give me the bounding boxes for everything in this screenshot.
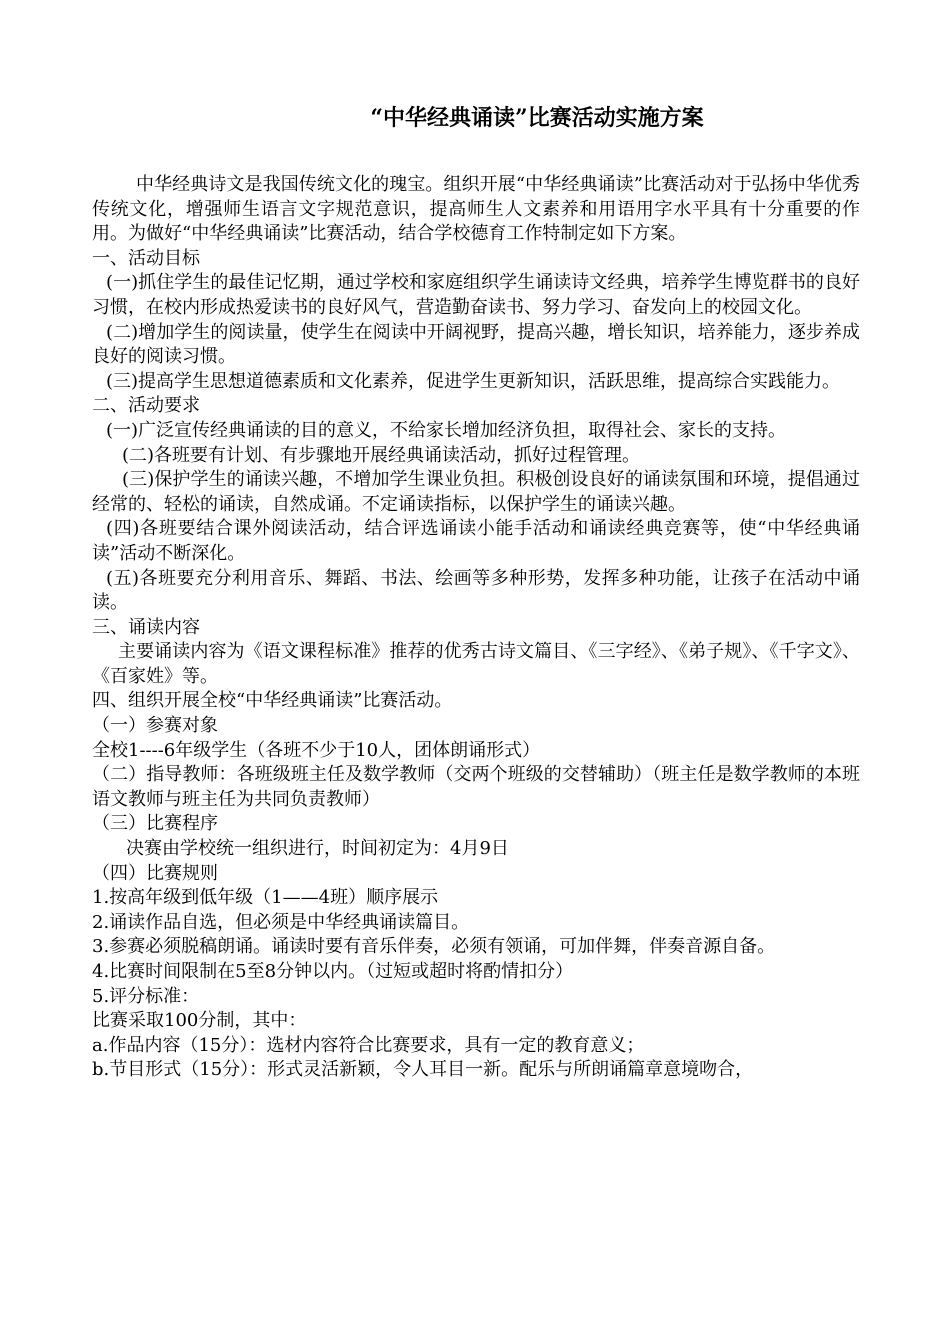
participants-text: 全校1----6年级学生（各班不少于10人，团体朗诵形式）: [92, 739, 541, 761]
rule-4: 4.比赛时间限制在5至8分钟以内。（过短或超时将酌情扣分）: [92, 961, 574, 982]
goal-item-1: (一)抓住学生的最佳记忆期，通过学校和家庭组织学生诵读诗文经典，培养学生博览群书的良好习惯，在校内形成热爱读书的良好风气，营造勤奋读书、努力学习、奋发向上的校园文化。: [92, 272, 860, 318]
requirement-item-2: (二)各班要有计划、有步骤地开展经典诵读活动，抓好过程管理。: [122, 444, 641, 466]
scoring-item-b: b.节目形式（15分）：形式灵活新颖，令人耳目一新。配乐与所朗诵篇章意境吻合，: [92, 1059, 754, 1081]
document-body: [92, 173, 860, 1083]
section-heading-content: 三、诵读内容: [92, 616, 200, 638]
requirement-item-3: (三)保护学生的诵读兴趣，不增加学生课业负担。积极创设良好的诵读氛围和环境，提倡通过经常的、轻松的诵读，自然成诵。不定诵读指标，以保护学生的诵读兴趣。: [92, 469, 860, 515]
requirement-item-1: (一)广泛宣传经典诵读的目的意义，不给家长增加经济负担，取得社会、家长的支持。: [106, 419, 787, 441]
subheading-procedure: （三）比赛程序: [92, 813, 218, 835]
goal-item-2: (二)增加学生的阅读量，使学生在阅读中开阔视野，提高兴趣，增长知识，培养能力，逐步养成良好的阅读习惯。: [92, 321, 860, 368]
requirement-item-5: (五)各班要充分利用音乐、舞蹈、书法、绘画等多种形势，发挥多种功能，让孩子在活动中诵读。: [92, 567, 860, 614]
intro-paragraph: 中华经典诗文是我国传统文化的瑰宝。组织开展“中华经典诵读”比赛活动对于弘扬中华优秀传统文化，增强师生语言文字规范意识，提高师生人文素养和用语用字水平具有十分重要的作用。为做好“中华经典诵读”比赛活动，结合学校德育工作特制定如下方案。: [92, 174, 860, 245]
subheading-participants: （一）参赛对象: [92, 715, 218, 737]
content-paragraph: 主要诵读内容为《语文课程标准》推荐的优秀古诗文篇目、《三字经》、《弟子规》、《千字文》、《百家姓》等。: [92, 641, 860, 687]
requirement-item-4: (四)各班要结合课外阅读活动，结合评选诵读小能手活动和诵读经典竞赛等，使“中华经典诵读”活动不断深化。: [92, 518, 860, 564]
rule-1: 1.按高年级到低年级（1——4班）顺序展示: [92, 887, 439, 909]
section-heading-requirements: 二、活动要求: [92, 395, 200, 417]
section-heading-competition: 四、组织开展全校“中华经典诵读”比赛活动。: [92, 690, 453, 712]
rule-5: 5.评分标准：: [92, 985, 200, 1007]
rule-2: 2.诵读作品自选，但必须是中华经典诵读篇目。: [92, 911, 470, 933]
section-heading-goals: 一、活动目标: [92, 247, 200, 269]
procedure-text: 决赛由学校统一组织进行，时间初定为：4月9日: [126, 838, 509, 860]
scoring-intro: 比赛采取100分制，其中：: [92, 1010, 307, 1032]
rule-3: 3.参赛必须脱稿朗诵。诵读时要有音乐伴奏，必须有领诵，可加伴舞，伴奏音源自备。: [92, 936, 776, 958]
subheading-rules: （四）比赛规则: [92, 862, 218, 884]
document-title: “中华经典诵读”比赛活动实施方案: [370, 105, 704, 131]
scoring-item-a: a.作品内容（15分）：选材内容符合比赛要求，具有一定的教育意义；: [92, 1034, 645, 1056]
goal-item-3: (三)提高学生思想道德素质和文化素养，促进学生更新知识，活跃思维，提高综合实践能力。: [106, 370, 841, 392]
advisors-text: （二）指导教师：各班级班主任及数学教师（交两个班级的交替辅助）（班主任是数学教师的本班语文教师与班主任为共同负责教师）: [92, 764, 860, 810]
